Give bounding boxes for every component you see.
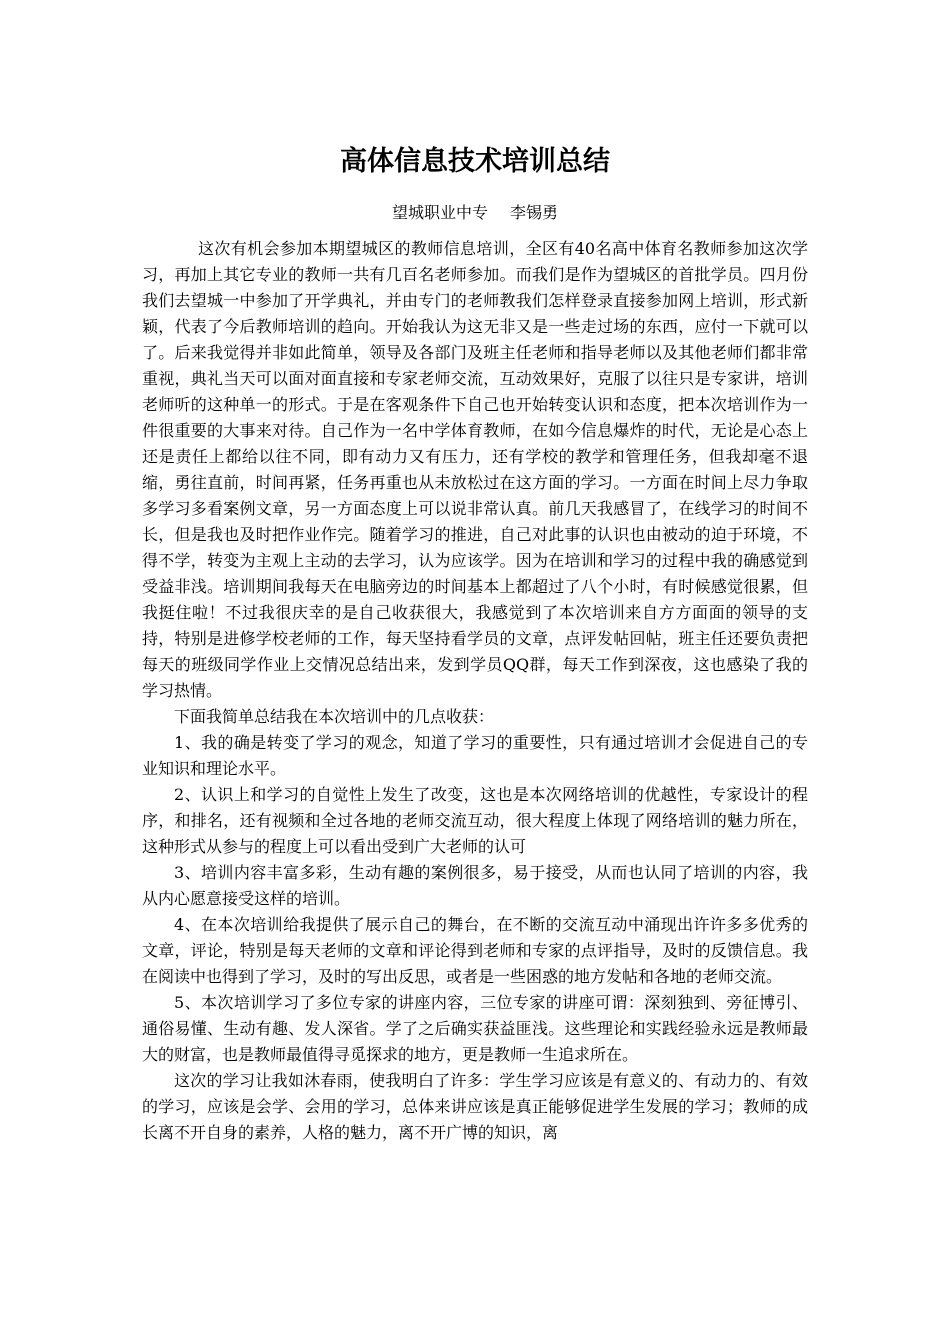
author-school: 望城职业中专	[391, 203, 488, 222]
author-name: 李锡勇	[510, 203, 559, 222]
paragraph-conclusion: 这次的学习让我如沐春雨，使我明白了许多：学生学习应该是有意义的、有动力的、有效的学习，应该是会学、会用的学习，总体来讲应该是真正能够促进学生发展的学习；教师的成长离不开自身的素养，人格的魅力，离不开广博的知识，离	[142, 1071, 808, 1142]
paragraph-point-1: 1、我的确是转变了学习的观念，知道了学习的重要性，只有通过培训才会促进自己的专业知识和理论水平。	[142, 733, 808, 778]
paragraph-intro: 这次有机会参加本期望城区的教师信息培训，全区有40名高中体育名教师参加这次学习，再加上其它专业的教师一共有几百名老师参加。而我们是作为望城区的首批学员。四月份我们去望城一中参加了开学典礼，并由专门的老师教我们怎样登录直接参加网上培训，形式新颖，代表了今后教师培训的趋向。开始我认为这无非又是一些走过场的东西，应付一下就可以了。后来我觉得并非如此简单，领导及各部门及班主任老师和指导老师以及其他老师们都非常重视，典礼当天可以面对面直接和专家老师交流，互动效果好，克服了以往只是专家讲，培训老师听的这种单一的形式。于是在客观条件下自己也开始转变认识和态度，把本次培训作为一件很重要的大事来对待。自己作为一名中学体育教师，在如今信息爆炸的时代，无论是心态上还是责任上都给以往不同，即有动力又有压力，还有学校的教学和管理任务，但我却毫不退缩，勇往直前，时间再紧，任务再重也从未放松过在这方面的学习。一方面在时间上尽力争取多学习多看案例文章，另一方面态度上可以说非常认真。前几天我感冒了，在线学习的时间不长，但是我也及时把作业作完。随着学习的推进，自己对此事的认识也由被动的迫于环境，不得不学，转变为主观上主动的去学习，认为应该学。因为在培训和学习的过程中我的确感觉到受益非浅。培训期间我每天在电脑旁边的时间基本上都超过了八个小时，有时候感觉很累，但我挺住啦！不过我很庆幸的是自己收获很大，我感觉到了本次培训来自方方面面的领导的支持，特别是进修学校老师的工作，每天坚持看学员的文章，点评发帖回帖，班主任还要负责把每天的班级同学作业上交情况总结出来，发到学员QQ群，每天工作到深夜，这也感染了我的学习热情。	[142, 239, 808, 700]
author-line	[140, 200, 810, 226]
paragraph-point-5: 5、本次培训学习了多位专家的讲座内容，三位专家的讲座可谓：深刻独到、旁征博引、通俗易懂、生动有趣、发人深省。学了之后确实获益匪浅。这些理论和实践经验永远是教师最大的财富，也是教师最值得寻觅探求的地方，更是教师一生追求所在。	[142, 993, 808, 1064]
paragraph-point-3: 3、培训内容丰富多彩，生动有趣的案例很多，易于接受，从而也认同了培训的内容，我从内心愿意接受这样的培训。	[142, 863, 808, 908]
paragraph-summary-lead: 下面我简单总结我在本次培训中的几点收获：	[174, 707, 495, 726]
paragraph-point-2: 2、认识上和学习的自觉性上发生了改变，这也是本次网络培训的优越性，专家设计的程序，和排名，还有视频和全过各地的老师交流互动，很大程度上体现了网络培训的魅力所在，这种形式从参与的程度上可以看出受到广大老师的认可	[142, 785, 808, 856]
document-body	[142, 236, 808, 1146]
document-title: 高体信息技术培训总结	[340, 146, 610, 177]
paragraph-point-4: 4、在本次培训给我提供了展示自己的舞台，在不断的交流互动中涌现出许许多多优秀的文章，评论，特别是每天老师的文章和评论得到老师和专家的点评指导，及时的反馈信息。我在阅读中也得到了学习，及时的写出反思，或者是一些困惑的地方发帖和各地的老师交流。	[142, 915, 808, 986]
